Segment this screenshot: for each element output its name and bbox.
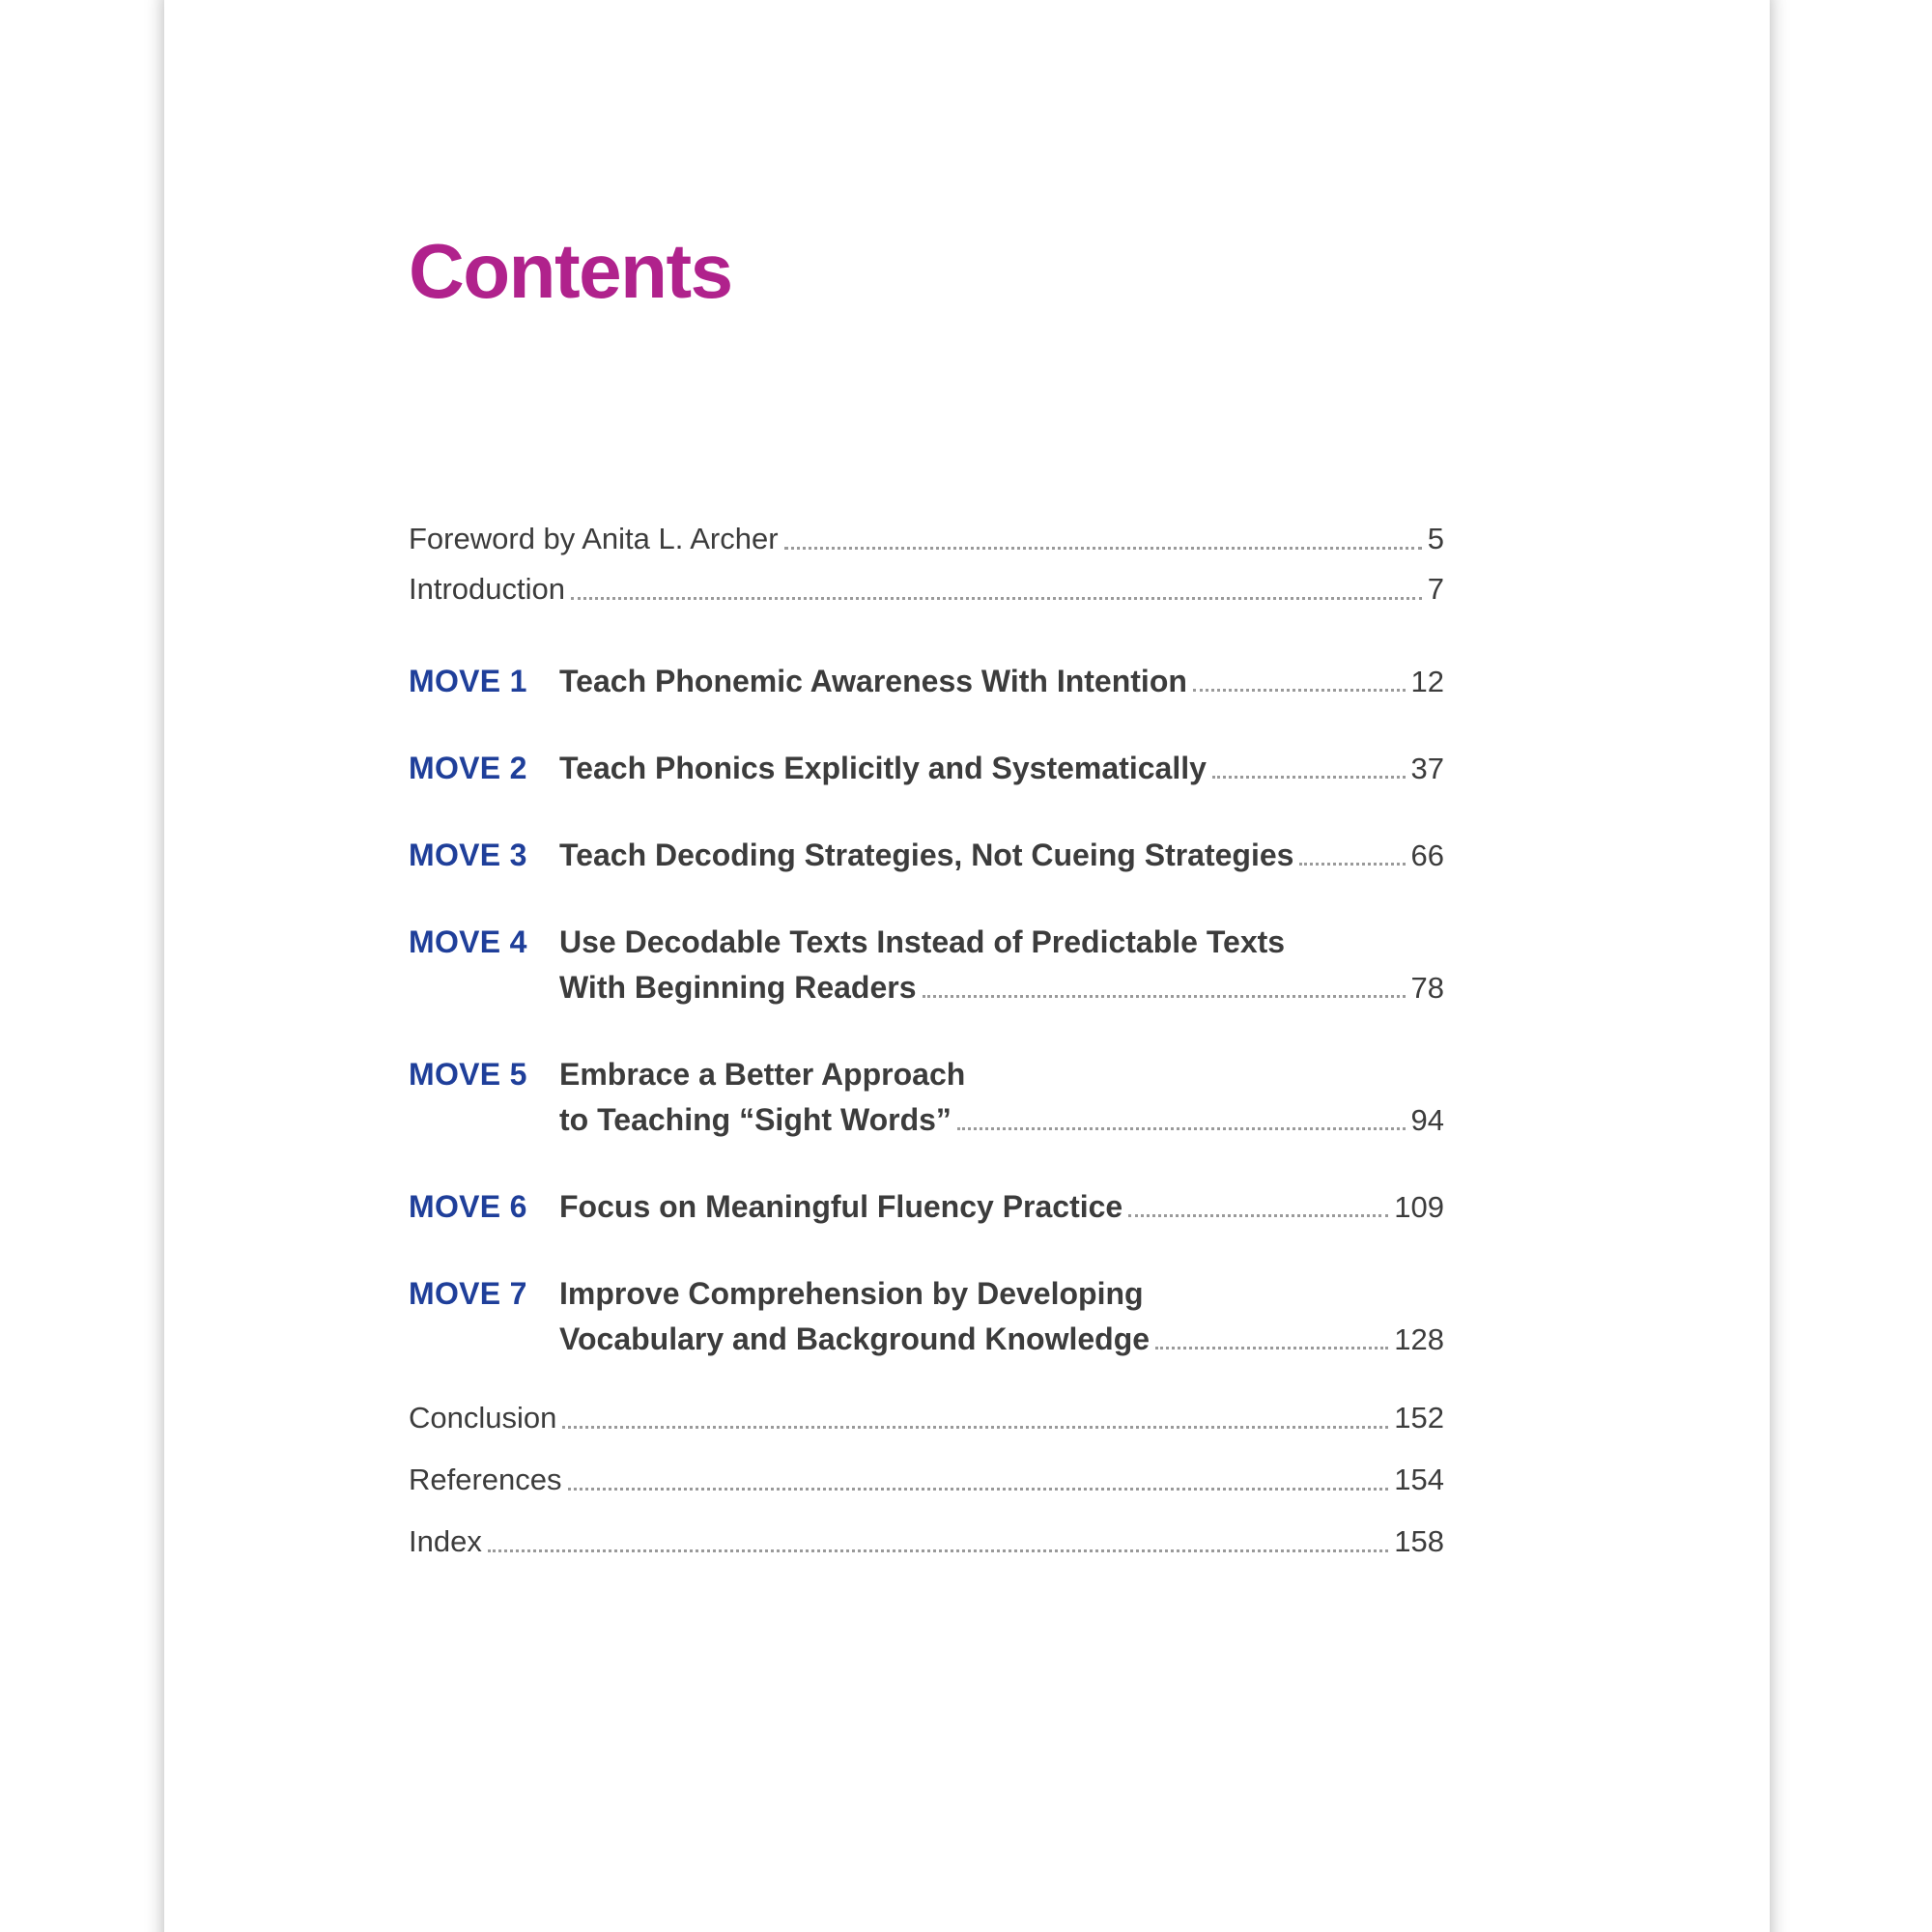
move-label: MOVE 6 [409, 1189, 527, 1224]
dot-leader [1212, 776, 1406, 779]
toc-entry-title: Teach Phonemic Awareness With Intention [559, 664, 1187, 698]
toc-page-number: 128 [1394, 1322, 1444, 1356]
dot-leader [562, 1426, 1388, 1429]
toc-page-number: 78 [1410, 971, 1444, 1005]
toc-entry-references[interactable] [409, 1457, 1444, 1503]
dot-leader [1128, 1214, 1388, 1217]
toc-entry-move-1[interactable] [409, 659, 1444, 707]
toc-entry-move-5[interactable] [409, 1052, 1444, 1149]
toc-page-number: 37 [1410, 752, 1444, 785]
dot-leader [568, 1488, 1389, 1491]
move-label: MOVE 5 [409, 1057, 527, 1092]
toc-entry-title: Teach Decoding Strategies, Not Cueing Strategies [559, 838, 1294, 872]
dot-leader [957, 1127, 1406, 1130]
dot-leader [488, 1549, 1388, 1552]
toc-entry-title-line-2: to Teaching “Sight Words” [559, 1102, 952, 1137]
toc-entry-move-6[interactable] [409, 1184, 1444, 1233]
toc-page-number: 158 [1394, 1524, 1444, 1558]
toc-page-number: 152 [1394, 1401, 1444, 1435]
move-label: MOVE 2 [409, 751, 527, 785]
toc-page-number: 5 [1427, 522, 1444, 555]
toc-page-number: 12 [1410, 665, 1444, 698]
toc-entry-label: Conclusion [409, 1401, 557, 1435]
dot-leader [571, 597, 1422, 600]
toc-entry-label: Introduction [409, 572, 565, 606]
toc-entry-title-line-2: Vocabulary and Background Knowledge [559, 1321, 1151, 1356]
move-label: MOVE 1 [409, 664, 527, 698]
toc-entry-move-2[interactable] [409, 746, 1444, 794]
toc-entry-introduction[interactable] [409, 566, 1444, 612]
toc-page-number: 154 [1394, 1463, 1444, 1496]
move-label: MOVE 3 [409, 838, 527, 872]
toc-entry-title-line-2: With Beginning Readers [559, 970, 917, 1005]
move-label: MOVE 7 [409, 1276, 527, 1311]
move-label: MOVE 4 [409, 924, 527, 959]
toc-entry-move-4[interactable] [409, 920, 1444, 1016]
toc-page-number: 94 [1410, 1103, 1444, 1137]
toc-entry-move-7[interactable] [409, 1271, 1444, 1368]
toc-entry-title: Teach Phonics Explicitly and Systematically [559, 751, 1207, 785]
dot-leader [1299, 863, 1405, 866]
dot-leader [1155, 1347, 1388, 1350]
toc-entry-label: Foreword by Anita L. Archer [409, 522, 779, 555]
toc-entry-title-line-1: Use Decodable Texts Instead of Predictable Texts [559, 924, 1286, 959]
page-title: Contents [409, 228, 732, 314]
toc-page-number: 109 [1394, 1190, 1444, 1224]
dot-leader [923, 995, 1406, 998]
dot-leader [1193, 689, 1406, 692]
table-of-contents [409, 0, 1444, 1932]
toc-entry-label: Index [409, 1524, 482, 1558]
toc-entry-title-line-1: Improve Comprehension by Developing [559, 1276, 1144, 1311]
toc-page-number: 66 [1410, 838, 1444, 872]
toc-entry-foreword[interactable] [409, 516, 1444, 562]
toc-entry-conclusion[interactable] [409, 1395, 1444, 1441]
toc-entry-label: References [409, 1463, 562, 1496]
dot-leader [784, 547, 1422, 550]
toc-entry-index[interactable] [409, 1519, 1444, 1565]
toc-page-number: 7 [1427, 572, 1444, 606]
toc-entry-move-3[interactable] [409, 833, 1444, 881]
toc-entry-title: Focus on Meaningful Fluency Practice [559, 1189, 1123, 1224]
toc-entry-title-line-1: Embrace a Better Approach [559, 1057, 966, 1092]
